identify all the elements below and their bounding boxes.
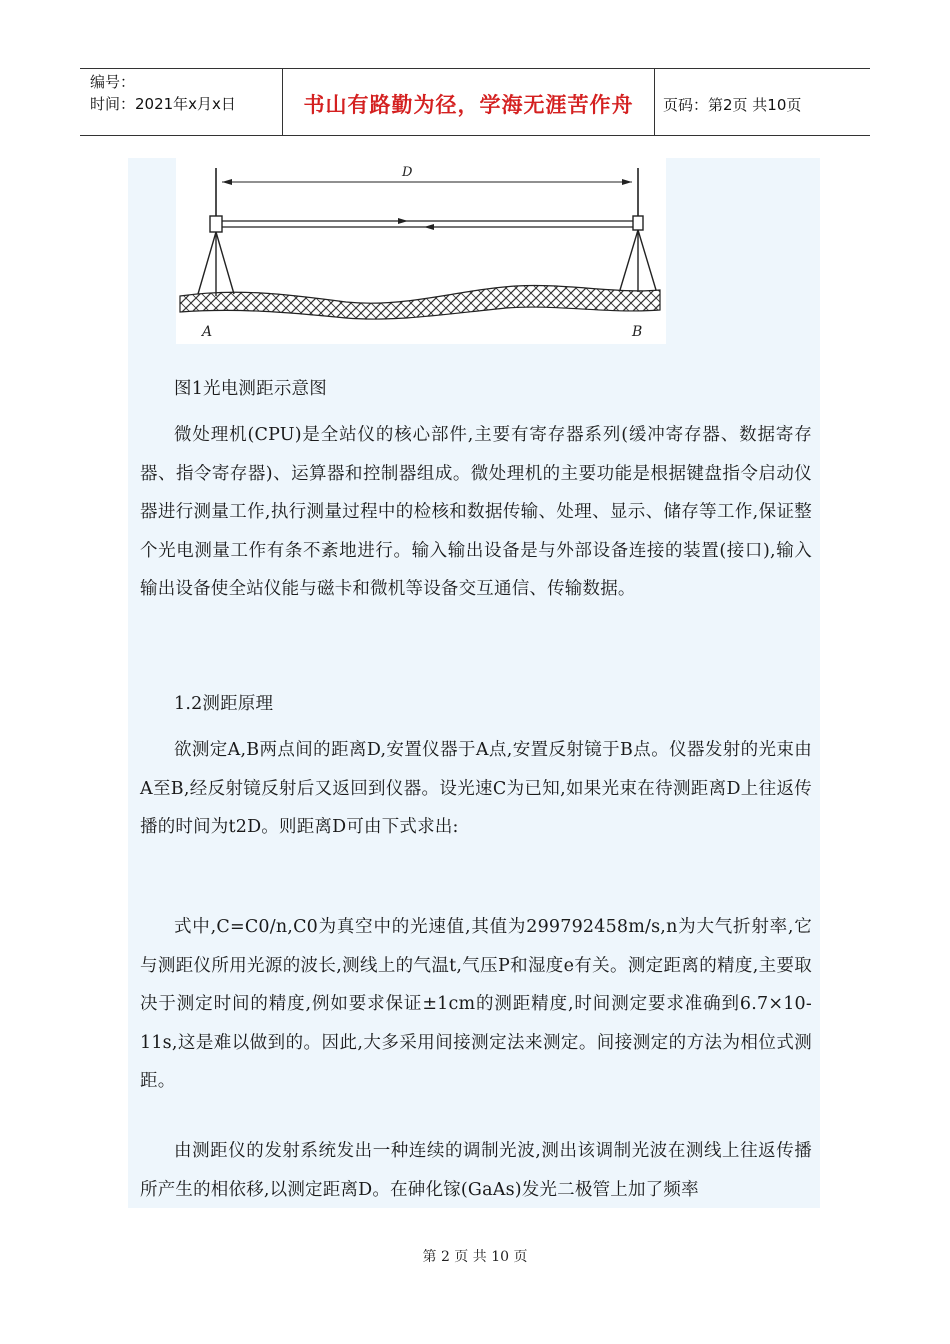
paragraph-principle: 欲测定A,B两点间的距离D,安置仪器于A点,安置反射镜于B点。仪器发射的光束由A至B,经反射镜反射后又返回到仪器。设光速C为已知,如果光束在待测距离D上往返传播的时间为t2D。则距离D可由下式求出:	[140, 740, 812, 837]
point-a-label: A	[202, 324, 213, 340]
distance-measurement-figure	[176, 158, 666, 344]
header-info-cell	[80, 69, 283, 135]
paragraph-formula-explanation: 式中,C=C0/n,C0为真空中的光速值,其值为299792458m/s,n为大气折射率,它与测距仪所用光源的波长,测线上的气温t,气压P和湿度e有关。测定距离的精度,主要取决于测定时间的精度,例如要求保证±1cm的测距精度,时间测定要求准确到6.7×10-11s,这是难以做到的。因此,大多采用间接测定法来测定。间接测定的方法为相位式测距。	[140, 917, 812, 1091]
distance-label: D	[402, 165, 413, 180]
header-motto: 书山有路勤为径，学海无涯苦作舟	[283, 69, 655, 135]
section-title: 1.2测距原理	[174, 694, 274, 714]
paragraph-phase-method: 由测距仪的发射系统发出一种连续的调制光波,测出该调制光波在测线上往返传播所产生的相依移,以测定距离D。在砷化镓(GaAs)发光二极管上加了频率	[140, 1141, 812, 1200]
header-page-number: 页码：第2页 共10页	[663, 95, 802, 114]
page-footer: 第 2 页 共 10 页	[422, 1249, 528, 1265]
page-header	[80, 68, 870, 136]
point-b-label: B	[632, 324, 643, 340]
document-body	[128, 158, 820, 1208]
serial-label: 编号：	[90, 73, 136, 91]
figure-drawing	[176, 158, 666, 344]
date-label: 时间：2021年x月x日	[90, 95, 236, 113]
paragraph-cpu: 微处理机(CPU)是全站仪的核心部件,主要有寄存器系列(缓冲寄存器、数据寄存器、指令寄存器)、运算器和控制器组成。微处理机的主要功能是根据键盘指令启动仪器进行测量工作,执行测量过程中的检核和数据传输、处理、显示、储存等工作,保证整个光电测量工作有条不紊地进行。输入输出设备是与外部设备连接的装置(接口),输入输出设备使全站仪能与磁卡和微机等设备交互通信、传输数据。	[140, 425, 812, 599]
figure-caption: 图1光电测距示意图	[174, 379, 327, 399]
ground-terrain	[180, 285, 660, 319]
